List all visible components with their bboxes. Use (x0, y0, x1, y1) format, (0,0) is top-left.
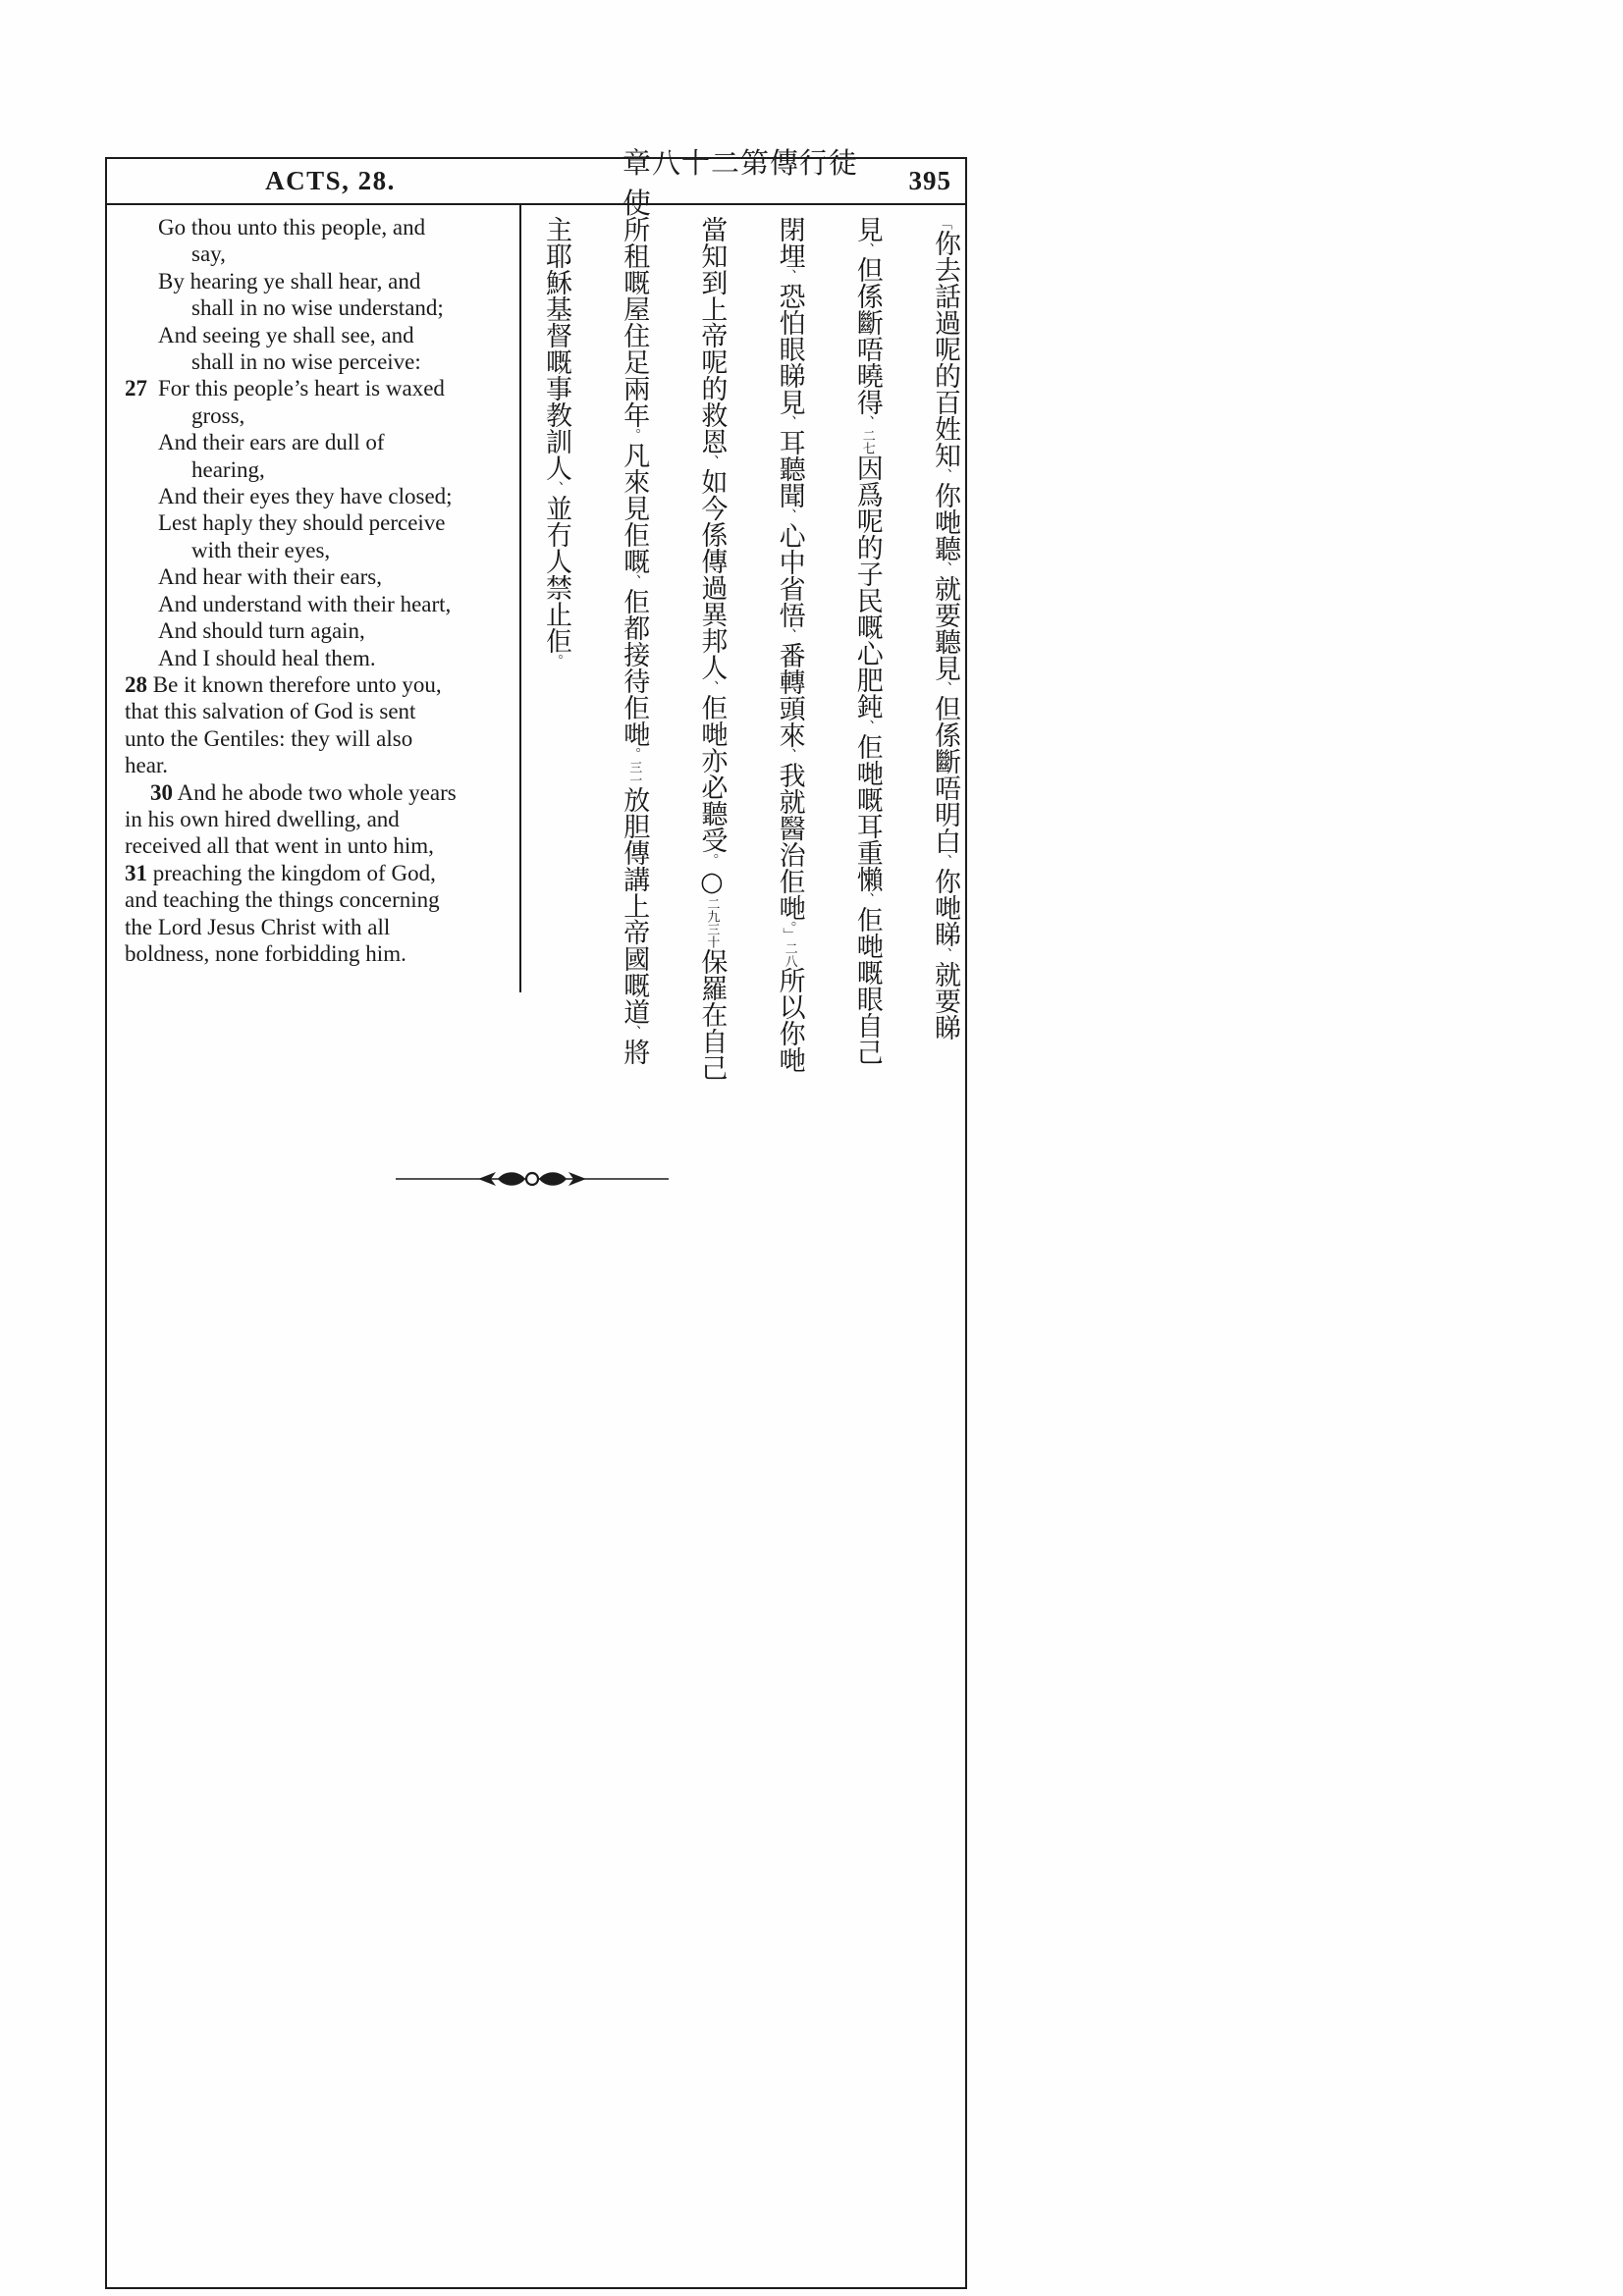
punctuation-mark: 、 (703, 680, 720, 695)
english-line: gross, (191, 402, 245, 428)
punctuation-mark: 、 (781, 269, 797, 284)
verse-note: 三一 (626, 761, 642, 787)
verse-number: 31 (125, 860, 147, 885)
english-line: received all that went in unto him, (125, 833, 434, 859)
punctuation-mark: 、 (781, 748, 797, 763)
english-line: that this salvation of God is sent (125, 699, 416, 724)
punctuation-mark: 、 (858, 892, 875, 907)
english-line: And should turn again, (158, 618, 365, 644)
english-line: shall in no wise perceive: (191, 349, 421, 375)
english-line: boldness, none forbidding him. (125, 940, 406, 966)
chinese-column: 所租嘅屋住足兩年。凡來見佢嘅、佢都接待佢哋。三一放胆傳講上帝國嘅道、將 (619, 216, 650, 1066)
english-line: say, (191, 241, 226, 267)
english-line: And hear with their ears, (158, 564, 383, 590)
english-line: And their ears are dull of (158, 430, 385, 455)
punctuation-mark: 、 (936, 681, 952, 696)
english-line: And I should heal them. (158, 645, 376, 670)
punctuation-mark: 、 (936, 561, 952, 576)
chinese-column: 見、但係斷唔曉得、二七因爲呢的子民嘅心肥鈍、佢哋嘅耳重懶、佢哋嘅眼自己 (851, 216, 883, 1066)
header-title-chinese: 章八十二第傳行徒使 (622, 145, 859, 220)
punctuation-mark: 、 (781, 415, 797, 430)
english-line: with their eyes, (191, 537, 331, 562)
punctuation-mark: 。 (625, 747, 642, 762)
english-line: 31 preaching the kingdom of God, (125, 860, 436, 885)
punctuation-mark: 。 (548, 654, 564, 668)
verse-number: 28 (125, 671, 147, 697)
english-line: in his own hired dwelling, and (125, 806, 400, 831)
english-line: Go thou unto this people, and (158, 215, 426, 240)
punctuation-mark: 」 (781, 928, 797, 942)
page-header (107, 145, 965, 220)
punctuation-mark: 、 (625, 1025, 642, 1040)
english-line: By hearing ye shall hear, and (158, 268, 421, 294)
page-frame (105, 145, 967, 2289)
verse-number: 27 (125, 376, 147, 401)
english-line: 27 For this people’s heart is waxed (125, 376, 445, 401)
verse-note: 二七 (859, 429, 875, 455)
punctuation-mark: 。 (625, 428, 642, 443)
punctuation-mark: 。 (703, 853, 720, 868)
english-line: 30 And he abode two whole years (150, 779, 457, 805)
punctuation-mark: 、 (936, 947, 952, 962)
punctuation-mark: 、 (625, 574, 642, 589)
punctuation-mark: 、 (858, 415, 875, 430)
english-line: And understand with their heart, (158, 591, 452, 616)
verse-number: 30 (150, 779, 173, 805)
header-title-english: ACTS, 28. (265, 166, 396, 195)
punctuation-mark: 、 (703, 454, 720, 469)
english-line: the Lord Jesus Christ with all (125, 914, 391, 939)
chinese-columns (533, 216, 967, 1131)
punctuation-mark: 、 (936, 854, 952, 869)
verse-note: 二八 (782, 941, 797, 968)
english-line: And their eyes they have closed; (158, 484, 453, 509)
english-line: unto the Gentiles: they will also (125, 725, 413, 751)
english-line: shall in no wise understand; (191, 295, 444, 321)
english-text (125, 214, 515, 967)
chinese-column: 「你去話過呢的百姓知、你哋聽、就要聽見、但係斷唔明白、你哋睇、就要睇 (929, 216, 960, 1041)
english-line: And seeing ye shall see, and (158, 322, 414, 347)
verse-note: 二九三十 (704, 897, 720, 949)
column-divider-rule (519, 205, 521, 992)
punctuation-mark: 「 (936, 216, 952, 231)
chinese-column: 當知到上帝呢的救恩、如今係傳過異邦人、佢哋亦必聽受。○二九三十保羅在自己 (696, 216, 728, 1082)
fleuron-ornament-icon (394, 1166, 671, 1192)
punctuation-mark: 、 (781, 628, 797, 643)
english-line: hearing, (191, 456, 265, 482)
chinese-column: 主耶穌基督嘅事教訓人、並冇人禁止佢。 (541, 216, 571, 668)
page-number: 395 (908, 166, 951, 195)
punctuation-mark: 。 (781, 921, 797, 929)
english-line: Lest haply they should perceive (158, 510, 446, 536)
punctuation-mark: 、 (858, 242, 875, 257)
punctuation-mark: 、 (936, 468, 952, 483)
english-line: and teaching the things concerning (125, 887, 440, 913)
chinese-column: 閉埋、恐怕眼睇見、耳聽聞、心中省悟、番轉頭來、我就醫治佢哋。」二八所以你哋 (774, 216, 805, 1074)
punctuation-mark: 、 (858, 720, 875, 734)
english-line: hear. (125, 753, 169, 778)
punctuation-mark: 、 (781, 508, 797, 523)
punctuation-mark: 、 (548, 481, 564, 496)
english-line: 28 Be it known therefore unto you, (125, 671, 442, 697)
